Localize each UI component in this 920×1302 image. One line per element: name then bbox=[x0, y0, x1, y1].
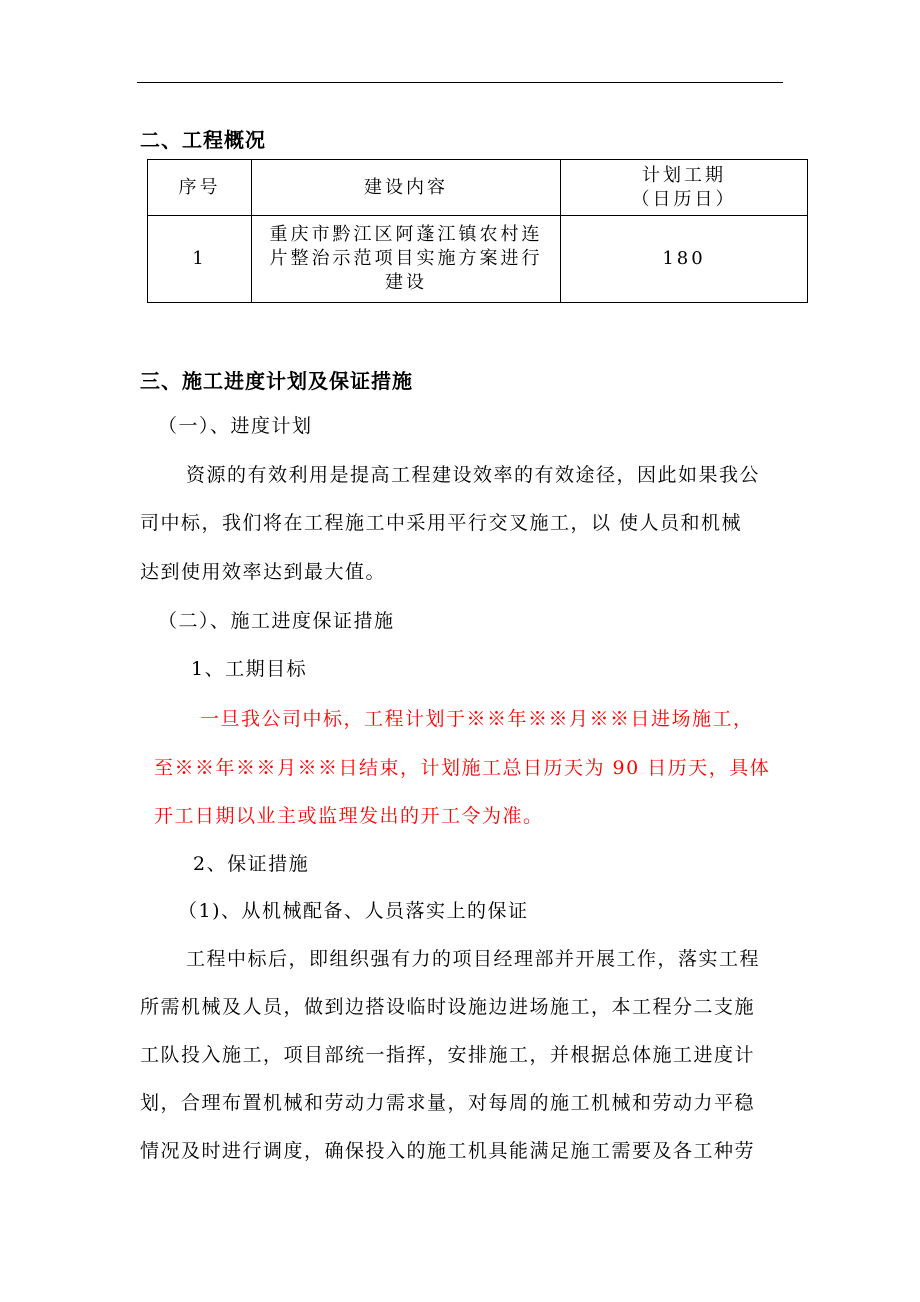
header-period bbox=[561, 160, 808, 216]
section-heading-schedule: 三、施工进度计划及保证措施 bbox=[140, 369, 413, 393]
paragraph-line: 工程中标后，即组织强有力的项目经理部并开展工作，落实工程 bbox=[186, 948, 761, 970]
header-seq: 序号 bbox=[148, 160, 252, 216]
paragraph-line: 所需机械及人员，做到边搭设临时设施边进场施工，本工程分二支施 bbox=[140, 996, 756, 1018]
section-heading-overview: 二、工程概况 bbox=[140, 128, 266, 152]
header-period-line2: （日历日） bbox=[631, 188, 737, 210]
paragraph-line: 划，合理布置机械和劳动力需求量，对每周的施工机械和劳动力平稳 bbox=[140, 1092, 756, 1114]
subheading-schedule-plan: （一）、进度计划 bbox=[158, 415, 313, 437]
cell-seq: 1 bbox=[148, 216, 252, 303]
paragraph-line: 司中标，我们将在工程施工中采用平行交叉施工，以 使人员和机械 bbox=[140, 512, 743, 534]
cell-content: 重庆市黔江区阿蓬江镇农村连片整治示范项目实施方案进行建设 bbox=[252, 216, 561, 303]
header-period-line1: 计划工期 bbox=[642, 164, 726, 186]
item-guarantee-measures: 2、保证措施 bbox=[193, 853, 310, 875]
paragraph-line: 资源的有效利用是提高工程建设效率的有效途径，因此如果我公 bbox=[186, 464, 761, 486]
table-header-row bbox=[148, 160, 808, 216]
paragraph-line-red: 开工日期以业主或监理发出的开工令为准。 bbox=[154, 805, 544, 827]
paragraph-line: 情况及时进行调度，确保投入的施工机具能满足施工需要及各工种劳 bbox=[140, 1140, 756, 1162]
item-machinery-personnel: （1)、从机械配备、人员落实上的保证 bbox=[178, 900, 529, 922]
paragraph-line: 达到使用效率达到最大值。 bbox=[140, 561, 387, 583]
item-schedule-target: 1、工期目标 bbox=[191, 658, 308, 680]
subheading-guarantee: （二）、施工进度保证措施 bbox=[158, 610, 395, 632]
paragraph-line: 工队投入施工，项目部统一指挥，安排施工，并根据总体施工进度计 bbox=[140, 1044, 756, 1066]
paragraph-line-red: 一旦我公司中标，工程计划于※※年※※月※※日进场施工， bbox=[200, 708, 754, 730]
cell-period: 180 bbox=[561, 216, 808, 303]
header-rule bbox=[137, 82, 783, 83]
project-overview-table bbox=[147, 159, 808, 303]
table-row bbox=[148, 216, 808, 303]
header-content: 建设内容 bbox=[252, 160, 561, 216]
paragraph-line-red: 至※※年※※月※※日结束，计划施工总日历天为 90 日历天，具体 bbox=[154, 757, 771, 779]
